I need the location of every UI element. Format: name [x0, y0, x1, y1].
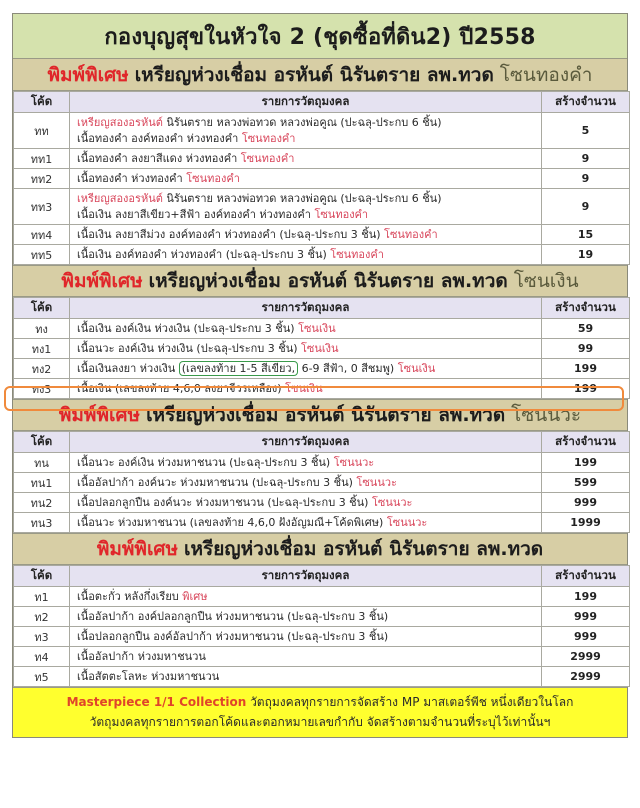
footer-line-1: วัตถุมงคลทุกรายการจัดสร้าง MP มาสเตอร์พีช หนึ่งเดียวในโลก: [246, 695, 574, 709]
cell-quantity: 15: [542, 225, 630, 245]
desc-text: เนื้อนวะ ห่วงมหาชนวน (เลขลงท้าย 4,6,0 ฝังอัญมณี+โค้ดพิเศษ): [77, 515, 387, 529]
cell-code: ทง3: [14, 379, 70, 399]
cell-code: ทท1: [14, 149, 70, 169]
desc-text-2: เนื้อเงิน ลงยาสีเขียว+สีฟ้า องค์ทองคำ ห่วงทองคำ: [77, 207, 315, 221]
footer-note: [13, 687, 627, 737]
table-row: [14, 189, 630, 225]
table-header-row: [14, 432, 630, 453]
zone-label: โซนทองคำ: [499, 63, 593, 86]
zone-tag: โซนนวะ: [371, 495, 413, 509]
cell-quantity: 99: [542, 339, 630, 359]
section-title: เหรียญห่วงเชื่อม อรหันต์ นิรันตราย ลพ.ทวด: [146, 404, 506, 426]
table-row: [14, 647, 630, 667]
cell-quantity: 599: [542, 473, 630, 493]
page-title: กองบุญสุขในหัวใจ 2 (ชุดซื้อที่ดิน2) ปี2558: [13, 14, 627, 59]
desc-text: เนื้อนวะ องค์เงิน ห่วงเงิน (ปะฉลุ-ประกบ 3 ชิ้น): [77, 341, 302, 355]
cell-code: ทน: [14, 453, 70, 473]
table-nawa-zone: [13, 431, 630, 533]
zone-tag: โซนทองคำ: [240, 151, 295, 165]
cell-code: ทน1: [14, 473, 70, 493]
cell-description: [70, 493, 542, 513]
desc-text: เนื้อทองคำ ห่วงทองคำ: [77, 171, 187, 185]
table-row: [14, 113, 630, 149]
col-header-description: รายการวัตถุมงคล: [70, 566, 542, 587]
cell-code: ท1: [14, 587, 70, 607]
table-header-row: [14, 566, 630, 587]
zone-tag: โซนเงิน: [298, 321, 336, 335]
desc-text-2: 6-9 สีฟ้า, 0 สีชมพู): [298, 361, 398, 375]
col-header-quantity: สร้างจำนวน: [542, 566, 630, 587]
desc-text: นิรันตราย หลวงพ่อทวด หลวงพ่อคูณ (ปะฉลุ-ประกบ 6 ชิ้น): [162, 115, 442, 129]
cell-code: ทน2: [14, 493, 70, 513]
cell-description: [70, 339, 542, 359]
zone-tag: โซนทองคำ: [314, 207, 369, 221]
zone-tag: โซนนวะ: [356, 475, 397, 489]
cell-description: [70, 587, 542, 607]
table-row: [14, 319, 630, 339]
cell-quantity: 2999: [542, 667, 630, 687]
zone-label: โซนนวะ: [511, 404, 582, 426]
table-row: [14, 339, 630, 359]
cell-description: [70, 359, 542, 379]
desc-text: เนื้อทองคำ ลงยาสีแดง ห่วงทองคำ: [77, 151, 241, 165]
cell-quantity: 999: [542, 627, 630, 647]
cell-quantity: 19: [542, 245, 630, 265]
table-row: [14, 225, 630, 245]
cell-quantity: 9: [542, 189, 630, 225]
section-heading-nawa: [13, 399, 627, 431]
cell-code: ท3: [14, 627, 70, 647]
col-header-description: รายการวัตถุมงคล: [70, 298, 542, 319]
col-header-description: รายการวัตถุมงคล: [70, 92, 542, 113]
special-edition-label: พิมพ์พิเศษ: [96, 538, 179, 560]
desc-highlight: เหรียญสองอรหันต์: [77, 115, 163, 129]
desc-text: เนื้อเงิน องค์ทองคำ ห่วงทองคำ (ปะฉลุ-ประกบ 3 ชิ้น): [77, 247, 331, 261]
cell-description: [70, 319, 542, 339]
table-row: [14, 169, 630, 189]
cell-description: เนื้ออัลปาก้า องค์ปลอกลูกปืน ห่วงมหาชนวน (ปะฉลุ-ประกบ 3 ชิ้น): [70, 607, 542, 627]
cell-code: ทท3: [14, 189, 70, 225]
cell-description: [70, 473, 542, 493]
cell-code: ท5: [14, 667, 70, 687]
desc-text: นิรันตราย หลวงพ่อทวด หลวงพ่อคูณ (ปะฉลุ-ประกบ 6 ชิ้น): [162, 191, 442, 205]
cell-code: ทง: [14, 319, 70, 339]
col-header-code: โค้ด: [14, 432, 70, 453]
col-header-quantity: สร้างจำนวน: [542, 432, 630, 453]
section-title: เหรียญห่วงเชื่อม อรหันต์ นิรันตราย ลพ.ทวด: [148, 270, 508, 292]
zone-tag: โซนทองคำ: [241, 131, 296, 145]
desc-text: เนื้อเงิน องค์เงิน ห่วงเงิน (ปะฉลุ-ประกบ 3 ชิ้น): [77, 321, 299, 335]
cell-description: เนื้ออัลปาก้า ห่วงมหาชนวน: [70, 647, 542, 667]
cell-quantity: 199: [542, 379, 630, 399]
zone-label: โซนเงิน: [513, 270, 579, 292]
green-annotation-box: (เลขลงท้าย 1-5 สีเขียว,: [179, 361, 298, 376]
cell-description: [70, 169, 542, 189]
cell-quantity: 199: [542, 359, 630, 379]
cell-description: [70, 189, 542, 225]
table-row-highlighted: [14, 359, 630, 379]
cell-quantity: 999: [542, 607, 630, 627]
cell-code: ทง2: [14, 359, 70, 379]
cell-quantity: 2999: [542, 647, 630, 667]
table-header-row: [14, 92, 630, 113]
desc-text-2: เนื้อทองคำ องค์ทองคำ ห่วงทองคำ: [77, 131, 242, 145]
section-heading-silver: [13, 265, 627, 297]
section-title: เหรียญห่วงเชื่อม อรหันต์ นิรันตราย ลพ.ทวด: [184, 538, 544, 560]
cell-quantity: 59: [542, 319, 630, 339]
zone-tag: โซนทองคำ: [384, 227, 438, 241]
table-gold-zone: [13, 91, 630, 265]
cell-quantity: 199: [542, 587, 630, 607]
table-row: [14, 513, 630, 533]
table-general: [13, 565, 630, 687]
col-header-code: โค้ด: [14, 298, 70, 319]
table-row: [14, 379, 630, 399]
zone-tag: โซนนวะ: [333, 455, 375, 469]
table-row: [14, 149, 630, 169]
desc-highlight: เหรียญสองอรหันต์: [77, 191, 163, 205]
table-row: [14, 607, 630, 627]
desc-text: เนื้ออัลปาก้า องค์นวะ ห่วงมหาชนวน (ปะฉลุ-ประกบ 3 ชิ้น): [77, 475, 357, 489]
cell-description: เนื้อปลอกลูกปืน องค์อัลปาก้า ห่วงมหาชนวน (ปะฉลุ-ประกบ 3 ชิ้น): [70, 627, 542, 647]
cell-description: เนื้อสัตตะโลหะ ห่วงมหาชนวน: [70, 667, 542, 687]
special-tag: พิเศษ: [182, 589, 208, 603]
zone-tag: โซนเงิน: [285, 381, 323, 395]
table-row: [14, 453, 630, 473]
cell-code: ท2: [14, 607, 70, 627]
special-edition-label: พิมพ์พิเศษ: [47, 63, 129, 86]
cell-quantity: 999: [542, 493, 630, 513]
zone-tag: โซนทองคำ: [330, 247, 384, 261]
cell-quantity: 5: [542, 113, 630, 149]
desc-text: เนื้อตะกั่ว หลังกึ่งเรียบ: [77, 589, 183, 603]
cell-code: ทท: [14, 113, 70, 149]
section-heading-general: [13, 533, 627, 565]
table-header-row: [14, 298, 630, 319]
col-header-code: โค้ด: [14, 92, 70, 113]
cell-description: [70, 245, 542, 265]
cell-code: ทน3: [14, 513, 70, 533]
cell-description: [70, 513, 542, 533]
cell-description: [70, 453, 542, 473]
desc-text: เนื้อเงินลงยา ห่วงเงิน: [77, 361, 179, 375]
cell-code: ทท2: [14, 169, 70, 189]
desc-text: เนื้อเงิน ลงยาสีม่วง องค์ทองคำ ห่วงทองคำ (ปะฉลุ-ประกบ 3 ชิ้น): [77, 227, 385, 241]
cell-quantity: 1999: [542, 513, 630, 533]
cell-code: ท4: [14, 647, 70, 667]
col-header-code: โค้ด: [14, 566, 70, 587]
cell-code: ทท4: [14, 225, 70, 245]
table-row: [14, 493, 630, 513]
desc-text: เนื้อปลอกลูกปืน องค์นวะ ห่วงมหาชนวน (ปะฉลุ-ประกบ 3 ชิ้น): [77, 495, 372, 509]
section-title: เหรียญห่วงเชื่อม อรหันต์ นิรันตราย ลพ.ทวด: [134, 63, 494, 86]
col-header-description: รายการวัตถุมงคล: [70, 432, 542, 453]
zone-tag: โซนเงิน: [301, 341, 339, 355]
cell-code: ทง1: [14, 339, 70, 359]
table-row: [14, 587, 630, 607]
special-edition-label: พิมพ์พิเศษ: [58, 404, 141, 426]
desc-text: เนื้อนวะ องค์เงิน ห่วงมหาชนวน (ปะฉลุ-ประกบ 3 ชิ้น): [77, 455, 334, 469]
zone-tag: โซนเงิน: [397, 361, 436, 375]
amulet-catalog-sheet: [12, 13, 628, 738]
table-silver-zone: [13, 297, 630, 399]
cell-description: [70, 149, 542, 169]
cell-code: ทท5: [14, 245, 70, 265]
cell-description: [70, 379, 542, 399]
footer-brand: Masterpiece 1/1 Collection: [66, 695, 247, 709]
section-heading-gold: [13, 59, 627, 91]
desc-text: เนื้อเงิน (เลขลงท้าย 4,6,0 ลงยาจีวรเหลือง): [77, 381, 286, 395]
footer-line-2: วัตถุมงคลทุกรายการตอกโค้ดและตอกหมายเลขกำกับ จัดสร้างตามจำนวนที่ระบุไว้เท่านั้นฯ: [89, 715, 551, 729]
cell-description: [70, 225, 542, 245]
col-header-quantity: สร้างจำนวน: [542, 92, 630, 113]
table-row: [14, 627, 630, 647]
zone-tag: โซนนวะ: [386, 515, 428, 529]
table-row: [14, 667, 630, 687]
table-row: [14, 245, 630, 265]
cell-quantity: 9: [542, 149, 630, 169]
cell-quantity: 199: [542, 453, 630, 473]
zone-tag: โซนทองคำ: [186, 171, 240, 185]
cell-quantity: 9: [542, 169, 630, 189]
col-header-quantity: สร้างจำนวน: [542, 298, 630, 319]
cell-description: [70, 113, 542, 149]
table-row: [14, 473, 630, 493]
special-edition-label: พิมพ์พิเศษ: [61, 270, 143, 292]
